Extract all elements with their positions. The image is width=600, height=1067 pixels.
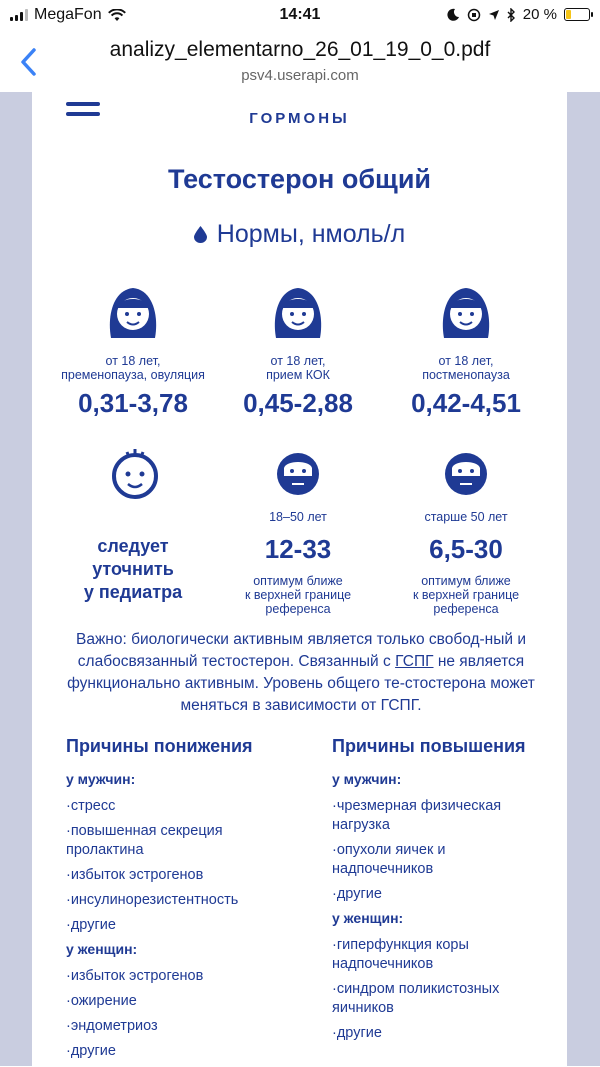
important-text-1: Важно: биологически активным является только свобод-ный и слабосвязанный тестостерон. Связанный с xyxy=(75,631,527,670)
drop-icon xyxy=(194,226,207,243)
woman-icon xyxy=(103,282,163,342)
norm-header xyxy=(32,220,567,249)
decrease-women-label: у женщин: xyxy=(66,941,138,957)
list-item: ·стресс xyxy=(66,798,116,814)
increase-men-label: у мужчин: xyxy=(332,771,402,787)
status-icons xyxy=(447,6,590,23)
location-icon xyxy=(488,9,500,21)
list-item: ·ожирение xyxy=(66,993,137,1009)
clock: 14:41 xyxy=(279,6,321,23)
decrease-causes xyxy=(66,736,316,1067)
child-icon xyxy=(105,444,165,504)
list-item: ·чрезмерная физическая нагрузка xyxy=(332,798,502,833)
women-value-3: 0,42-4,51 xyxy=(411,388,521,418)
battery-percent: 20 % xyxy=(522,6,557,23)
list-item: ·повышенная секреция пролактина xyxy=(66,823,223,858)
increase-title: Причины повышения xyxy=(332,736,526,756)
important-text-2: не является функционально активным. Уровень общего те-стостерона может меняться в зависимости от ГСПГ. xyxy=(67,653,535,714)
pdf-viewer[interactable] xyxy=(0,92,600,1066)
increase-causes xyxy=(332,736,557,1049)
list-item: ·опухоли яичек и надпочечников xyxy=(332,842,446,877)
women-value-2: 0,45-2,88 xyxy=(243,388,353,418)
list-item: ·синдром поликистозных яичников xyxy=(332,981,500,1016)
document-source: psv4.userapi.com xyxy=(241,67,359,84)
list-item: ·избыток эстрогенов xyxy=(66,867,204,883)
decrease-title: Причины понижения xyxy=(66,736,253,756)
page-title: Тестостерон общий xyxy=(167,164,432,194)
list-item: ·гиперфункция коры надпочечников xyxy=(332,937,469,972)
list-item: ·другие xyxy=(66,1043,116,1059)
men-value-2: 6,5-30 xyxy=(429,534,503,564)
norm-label: Нормы, нмоль/л xyxy=(216,220,406,248)
orientation-lock-icon xyxy=(467,8,481,22)
carrier-name: MegaFon xyxy=(34,6,102,23)
pdf-page xyxy=(32,92,567,1066)
list-item: ·инсулинорезистентность xyxy=(66,892,239,908)
battery-icon xyxy=(564,8,590,21)
gspg-link[interactable]: ГСПГ xyxy=(395,653,434,670)
men-value-1: 12-33 xyxy=(264,534,332,564)
decrease-men-label: у мужчин: xyxy=(66,771,136,787)
child-note-text: следует уточнить у педиатра xyxy=(83,536,183,602)
men-note-2: оптимум ближе к верхней границе референса xyxy=(412,574,520,616)
women-caption-1: от 18 лет, пременопауза, овуляция xyxy=(61,354,205,382)
navigation-bar xyxy=(0,32,600,92)
men-caption-1: 18–50 лет xyxy=(269,510,327,524)
moon-icon xyxy=(447,8,460,21)
document-title: analizy_elementarno_26_01_19_0_0.pdf xyxy=(109,38,491,61)
list-item: ·другие xyxy=(66,917,116,933)
list-item: ·избыток эстрогенов xyxy=(66,968,204,984)
list-item: ·эндометриоз xyxy=(66,1018,158,1034)
status-bar xyxy=(0,0,600,32)
men-caption-2: старше 50 лет xyxy=(424,510,508,524)
man-icon xyxy=(268,444,328,504)
woman-icon xyxy=(436,282,496,342)
increase-women-label: у женщин: xyxy=(332,910,404,926)
women-caption-3: от 18 лет, постменопауза xyxy=(422,354,510,382)
woman-icon xyxy=(268,282,328,342)
bluetooth-icon xyxy=(507,8,516,22)
important-note xyxy=(66,629,536,717)
list-item: ·другие xyxy=(332,1025,382,1041)
men-note-1: оптимум ближе к верхней границе референса xyxy=(244,574,352,616)
section-label: ГОРМОНЫ xyxy=(249,110,350,127)
man-icon xyxy=(436,444,496,504)
child-note xyxy=(43,535,223,604)
list-item: ·другие xyxy=(332,886,382,902)
women-caption-2: от 18 лет, прием КОК xyxy=(266,354,330,382)
women-value-1: 0,31-3,78 xyxy=(78,388,188,418)
